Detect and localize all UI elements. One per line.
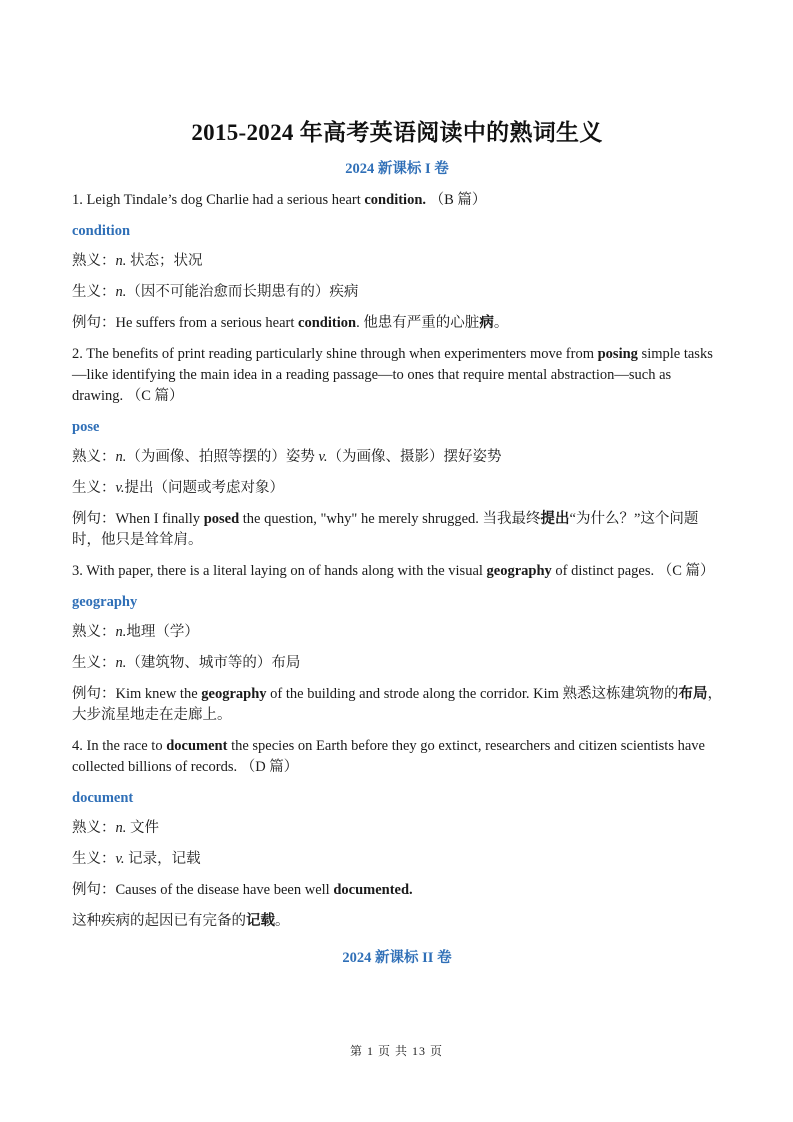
- example-3: 例句：Kim knew the geography of the building and strode along the corridor. Kim 熟悉这栋建筑物的布局，大步流星地走在走廊上。: [72, 686, 723, 723]
- familiar-meaning-2: 熟义：n.（为画像、拍照等摆的）姿势 v.（为画像、摄影）摆好姿势: [72, 449, 502, 465]
- example-4: 例句：Causes of the disease have been well documented.: [72, 882, 413, 898]
- entry-sentence-1: 1. Leigh Tindale’s dog Charlie had a serious heart condition. （B 篇）: [72, 192, 487, 208]
- entry-word-3: geography: [72, 594, 138, 610]
- new-meaning-3: 生义：n.（建筑物、城市等的）布局: [72, 655, 301, 671]
- familiar-meaning-4: 熟义：n. 文件: [72, 820, 159, 836]
- entry-sentence-3: 3. With paper, there is a literal laying on of hands along with the visual geography of distinct pages. （C 篇）: [72, 563, 715, 579]
- example-1: 例句：He suffers from a serious heart condition. 他患有严重的心脏病。: [72, 315, 509, 331]
- section-title-1: 2024 新课标 I 卷: [345, 161, 449, 177]
- entry-word-4: document: [72, 790, 134, 806]
- page-footer: 第 1 页 共 13 页: [349, 1044, 443, 1058]
- new-meaning-2: 生义：v.提出（问题或考虑对象）: [72, 480, 284, 496]
- entry-word-1: condition: [72, 223, 131, 239]
- section-title-2: 2024 新课标 II 卷: [342, 950, 452, 966]
- document-page: [72, 114, 722, 979]
- new-meaning-1: 生义：n.（因不可能治愈而长期患有的）疾病: [72, 284, 359, 300]
- entry-word-2: pose: [72, 419, 100, 435]
- entry-sentence-4: 4. In the race to document the species on Earth before they go extinct, researchers and citizen scientists have collected billions of records. （D 篇）: [72, 738, 705, 775]
- familiar-meaning-1: 熟义：n. 状态；状况: [72, 253, 203, 269]
- page-title: 2015-2024 年高考英语阅读中的熟词生义: [191, 120, 603, 145]
- example-4-translation: 这种疾病的起因已有完备的记载。: [72, 913, 290, 929]
- new-meaning-4: 生义：v. 记录，记载: [72, 851, 201, 867]
- example-2: 例句：When I finally posed the question, "why" he merely shrugged. 当我最终提出“为什么？”这个问题时，他只是耸耸肩。: [72, 511, 699, 548]
- entry-sentence-2: 2. The benefits of print reading particularly shine through when experimenters move from posing simple tasks—like identifying the main idea in a reading passage—to ones that require mental abstraction—such as drawing. （C 篇）: [72, 346, 713, 404]
- familiar-meaning-3: 熟义：n.地理（学）: [72, 624, 199, 640]
